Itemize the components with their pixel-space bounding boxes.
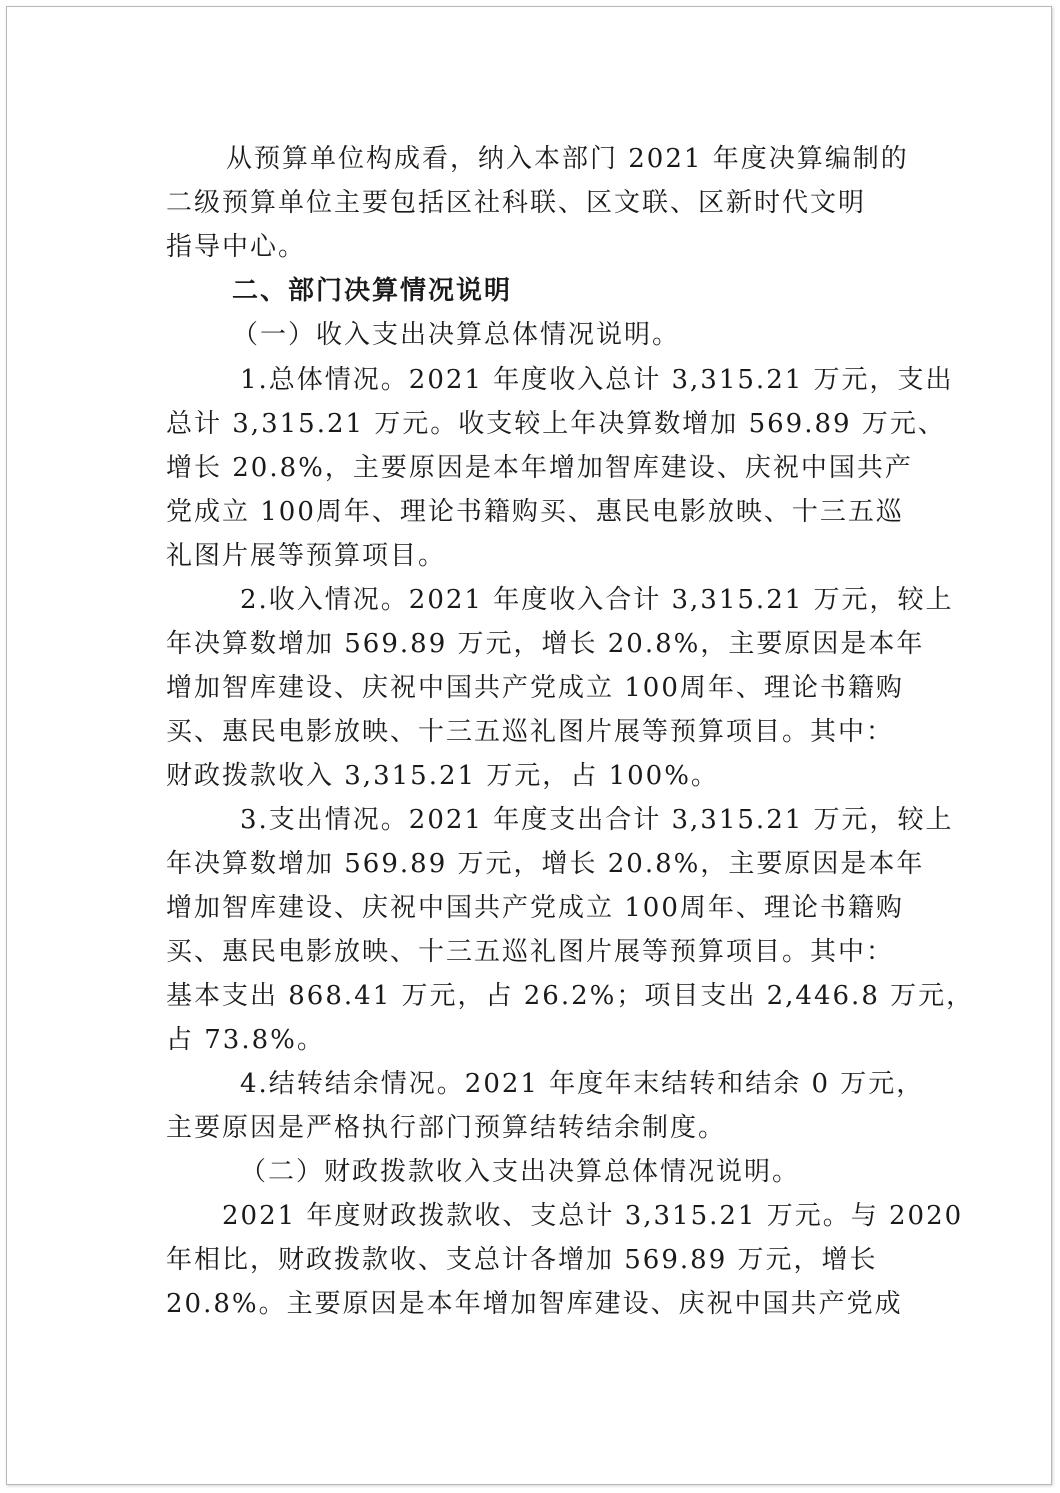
text-line: 礼图片展等预算项目。 — [166, 541, 447, 571]
text-line: 指导中心。 — [166, 232, 307, 262]
text-line: 4.结转结余情况。2021 年度年末结转和结余 0 万元， — [240, 1069, 925, 1099]
text-line: 买、惠民电影放映、十三五巡礼图片展等预算项目。其中： — [166, 937, 895, 967]
text-line: 买、惠民电影放映、十三五巡礼图片展等预算项目。其中： — [166, 717, 895, 747]
text-line: 从预算单位构成看，纳入本部门 2021 年度决算编制的 — [226, 144, 909, 174]
text-line: 基本支出 868.41 万元，占 26.2%；项目支出 2,446.8 万元， — [166, 981, 975, 1011]
text-line: 1.总体情况。2021 年度收入总计 3,315.21 万元，支出 — [240, 365, 954, 395]
text-line: 二级预算单位主要包括区社科联、区文联、区新时代文明 — [166, 188, 867, 218]
text-line: 增加智库建设、庆祝中国共产党成立 100周年、理论书籍购 — [166, 893, 904, 923]
text-line: 增加智库建设、庆祝中国共产党成立 100周年、理论书籍购 — [166, 673, 904, 703]
text-line: 二、部门决算情况说明 — [232, 276, 513, 306]
text-line: 财政拨款收入 3,315.21 万元，占 100%。 — [166, 761, 719, 791]
text-line: 占 73.8%。 — [166, 1025, 325, 1055]
text-line: 3.支出情况。2021 年度支出合计 3,315.21 万元，较上 — [240, 805, 954, 835]
text-line: 年相比，财政拨款收、支总计各增加 569.89 万元，增长 — [166, 1245, 878, 1275]
text-line: 20.8%。主要原因是本年增加智库建设、庆祝中国共产党成 — [166, 1289, 903, 1319]
text-line: 主要原因是严格执行部门预算结转结余制度。 — [166, 1113, 727, 1143]
text-line: 增长 20.8%，主要原因是本年增加智库建设、庆祝中国共产 — [166, 453, 913, 483]
text-line: （二）财政拨款收入支出决算总体情况说明。 — [240, 1157, 801, 1187]
text-line: （一）收入支出决算总体情况说明。 — [232, 320, 681, 350]
text-line: 2021 年度财政拨款收、支总计 3,315.21 万元。与 2020 — [222, 1201, 964, 1231]
text-line: 总计 3,315.21 万元。收支较上年决算数增加 569.89 万元、 — [166, 409, 946, 439]
text-line: 党成立 100周年、理论书籍购买、惠民电影放映、十三五巡 — [166, 497, 904, 527]
text-line: 年决算数增加 569.89 万元，增长 20.8%，主要原因是本年 — [166, 849, 925, 879]
text-line: 年决算数增加 569.89 万元，增长 20.8%，主要原因是本年 — [166, 629, 925, 659]
text-line: 2.收入情况。2021 年度收入合计 3,315.21 万元，较上 — [240, 585, 954, 615]
